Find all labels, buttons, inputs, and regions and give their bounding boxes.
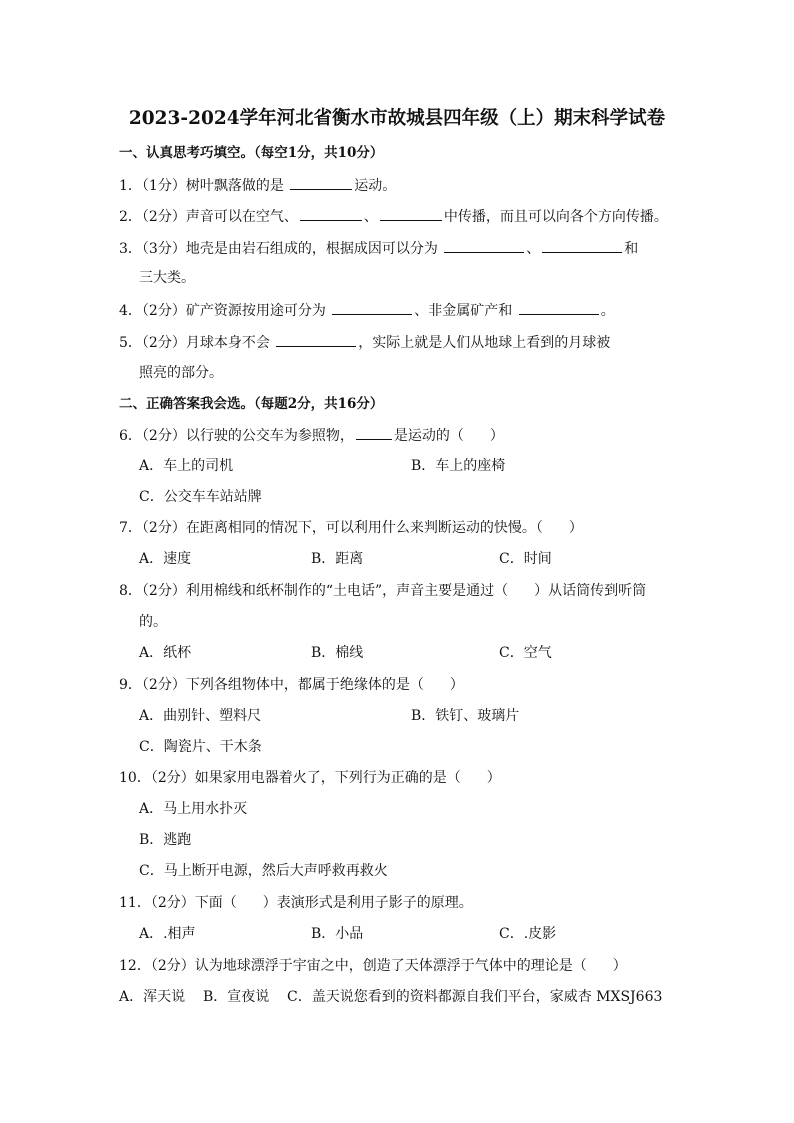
option-b: B．距离	[311, 551, 364, 567]
option-a: A．速度	[139, 551, 192, 567]
option-c: C．空气	[499, 645, 552, 661]
question-4: 4．（2分）矿产资源按用途可分为 、非金属矿产和 。	[119, 300, 615, 321]
answer-blank	[332, 300, 412, 315]
option-a: A．纸杯	[139, 645, 192, 661]
question-3-continued: 三大类。	[139, 270, 195, 286]
question-8: 8．（2分）利用棉线和纸杯制作的“土电话”，声音主要是通过（ ）从话筒传到听筒	[119, 583, 647, 599]
question-5: 5．（2分）月球本身不会 ，实际上就是人们从地球上看到的月球被	[119, 332, 610, 353]
option-b: B．小品	[311, 926, 364, 942]
section-2-heading: 二、正确答案我会选。（每题2分，共16分）	[119, 396, 384, 412]
question-8-continued: 的。	[139, 614, 167, 630]
option-b: B．宣夜说	[203, 989, 270, 1005]
option-a: A．曲别针、塑料尺	[139, 708, 262, 724]
option-b: B．逃跑	[139, 832, 192, 848]
option-b: B．棉线	[311, 645, 364, 661]
answer-blank	[300, 206, 362, 221]
answer-blank	[444, 238, 524, 253]
answer-blank	[380, 206, 442, 221]
option-c: C．时间	[499, 551, 552, 567]
question-2: 2．（2分）声音可以在空气、 、 中传播，而且可以向各个方向传播。	[119, 206, 668, 227]
option-c: C．.皮影	[499, 926, 557, 942]
question-12: 12．（2分）认为地球漂浮于宇宙之中，创造了天体漂浮于气体中的理论是（ ）	[119, 958, 627, 974]
question-6: 6．（2分）以行驶的公交车为参照物， 是运动的（ ）	[119, 425, 504, 446]
option-a: A．浑天说	[119, 989, 186, 1005]
option-b: B．铁钉、玻璃片	[411, 708, 520, 724]
question-1: 1．（1分）树叶飘落做的是 运动。	[119, 175, 396, 196]
answer-blank	[290, 175, 352, 190]
answer-blank	[276, 332, 356, 347]
question-3: 3．（3分）地壳是由岩石组成的，根据成因可以分为 、 和	[119, 238, 638, 259]
option-a: A．车上的司机	[139, 458, 234, 474]
option-b: B．车上的座椅	[411, 458, 506, 474]
answer-blank	[519, 300, 599, 315]
option-c: C．盖天说您看到的资料都源自我们平台，家威杏 MXSJ663	[287, 989, 663, 1005]
option-c: C．马上断开电源，然后大声呼救再救火	[139, 863, 388, 879]
section-1-heading: 一、认真思考巧填空。（每空1分，共10分）	[119, 145, 384, 161]
question-11: 11．（2分）下面（ ）表演形式是利用子影子的原理。	[119, 895, 473, 911]
answer-blank	[542, 238, 622, 253]
option-a: A．.相声	[139, 926, 196, 942]
answer-blank	[356, 425, 392, 440]
option-c: C．公交车车站站牌	[139, 489, 262, 505]
question-9: 9．（2分）下列各组物体中，都属于绝缘体的是（ ）	[119, 677, 464, 693]
question-7: 7．（2分）在距离相同的情况下，可以利用什么来判断运动的快慢。（ ）	[119, 520, 583, 536]
option-a: A．马上用水扑灭	[139, 801, 248, 817]
page-title: 2023-2024学年河北省衡水市故城县四年级（上）期末科学试卷	[128, 108, 666, 129]
question-10: 10．（2分）如果家用电器着火了，下列行为正确的是（ ）	[119, 770, 501, 786]
option-c: C．陶瓷片、干木条	[139, 739, 262, 755]
question-5-continued: 照亮的部分。	[139, 365, 223, 381]
